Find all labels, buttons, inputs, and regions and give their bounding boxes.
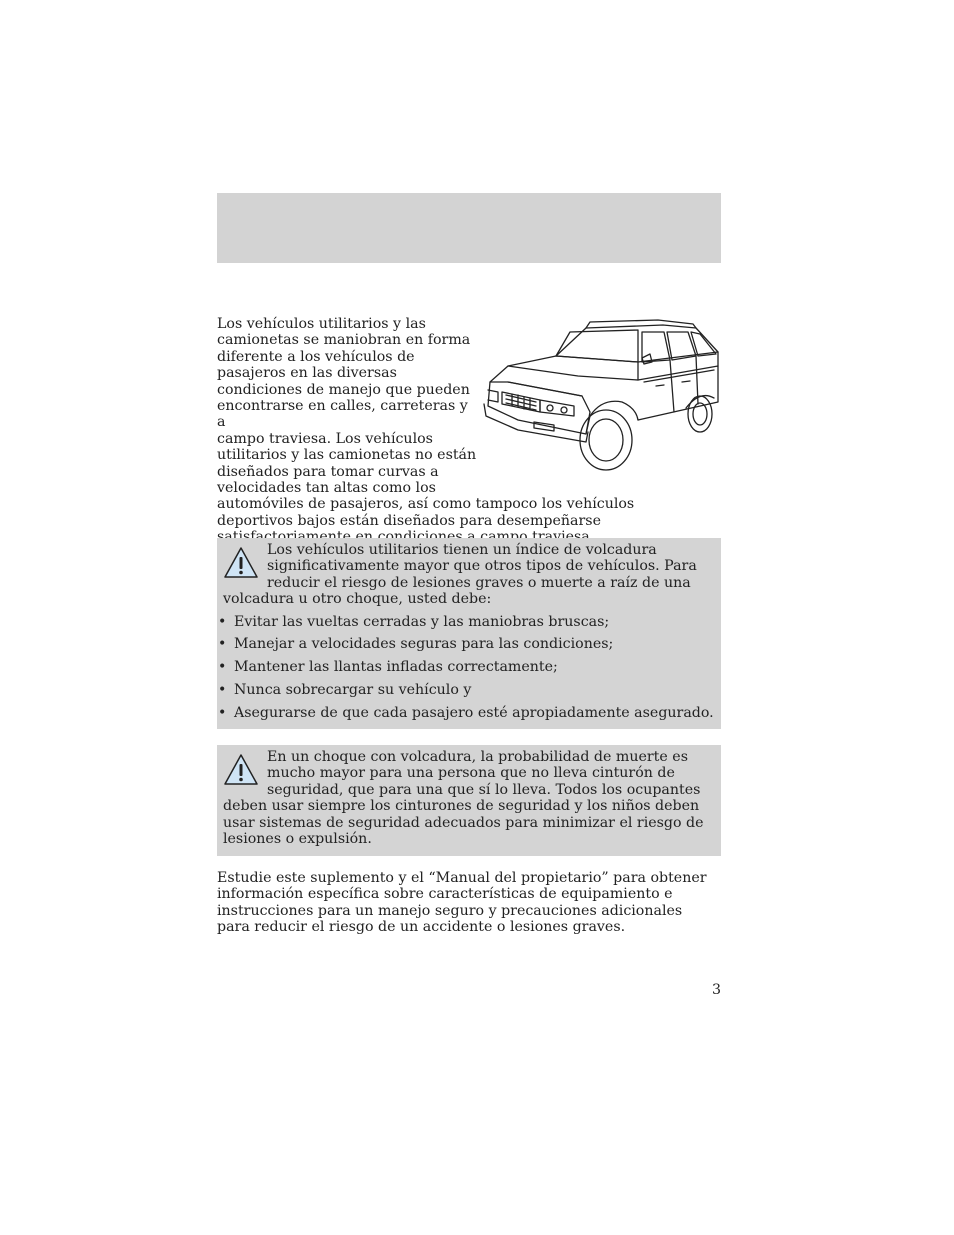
intro-line: diferente a los vehículos de <box>217 348 415 365</box>
intro-continuation: automóviles de pasajeros, así como tampoco los vehículos deportivos bajos están diseñados para desempeñarse <box>217 496 635 529</box>
seatbelt-warning-box <box>217 745 721 856</box>
closing-paragraph: Estudie este suplemento y el “Manual del propietario” para obtener información específica sobre características de equipamiento e instrucciones para un manejo seguro y precauciones adicionales para reducir el riesgo de un accidente o lesiones graves. <box>217 870 707 936</box>
bullet-icon: • <box>218 659 227 676</box>
bullet-text: Nunca sobrecargar su vehículo y <box>234 682 472 699</box>
bullet-text: Manejar a velocidades seguras para las condiciones; <box>234 636 614 653</box>
warning-triangle-icon <box>223 753 259 787</box>
list-item <box>217 682 714 705</box>
rollover-warning-box <box>217 538 721 729</box>
bullet-text: Mantener las llantas infladas correctamente; <box>234 659 558 676</box>
list-item <box>217 705 714 728</box>
intro-wrapped-lines <box>217 316 479 496</box>
intro-line: condiciones de manejo que pueden <box>217 381 470 398</box>
bullet-text: Evitar las vueltas cerradas y las maniobras bruscas; <box>234 613 610 630</box>
intro-line: utilitarios y las camionetas no están <box>217 447 477 464</box>
list-item <box>217 614 714 637</box>
warning-text: En un choque con volcadura, la probabilidad de muerte es mucho mayor para una persona que no lleva cinturón de seguridad, que para una que sí lo lleva. Todos los ocupantes deben usar siempre los cinturones de seguridad y los niños deben usar sistemas de seguridad adecuados para minimizar el riesgo de lesiones o expulsión. <box>223 749 704 848</box>
page-number: 3 <box>711 982 721 998</box>
intro-line: camionetas se maniobran en forma <box>217 332 471 349</box>
warning-text: Los vehículos utilitarios tienen un índice de volcadura significativamente mayor que otros tipos de vehículos. Para reducir el riesgo de lesiones graves o muerte a raíz de una volcadura u otro choque, usted debe: <box>223 542 697 608</box>
bullet-text: Asegurarse de que cada pasajero esté apropiadamente asegurado. <box>234 704 714 721</box>
warning-triangle-icon <box>223 546 259 580</box>
bullet-icon: • <box>218 704 227 721</box>
bullet-icon: • <box>218 613 227 630</box>
list-item <box>217 659 714 682</box>
intro-line: pasajeros en las diversas <box>217 365 397 382</box>
intro-line: campo traviesa. Los vehículos <box>217 430 433 447</box>
list-item <box>217 636 714 659</box>
intro-line: Los vehículos utilitarios y las <box>217 316 426 332</box>
bullet-icon: • <box>218 636 227 653</box>
intro-line: diseñados para tomar curvas a <box>217 463 439 480</box>
intro-line: velocidades tan altas como los <box>217 480 436 497</box>
header-bar <box>217 193 721 263</box>
safety-bullet-list <box>217 614 714 728</box>
intro-line: encontrarse en calles, carreteras y a <box>217 398 468 431</box>
suv-illustration <box>478 316 723 476</box>
bullet-icon: • <box>218 682 227 699</box>
